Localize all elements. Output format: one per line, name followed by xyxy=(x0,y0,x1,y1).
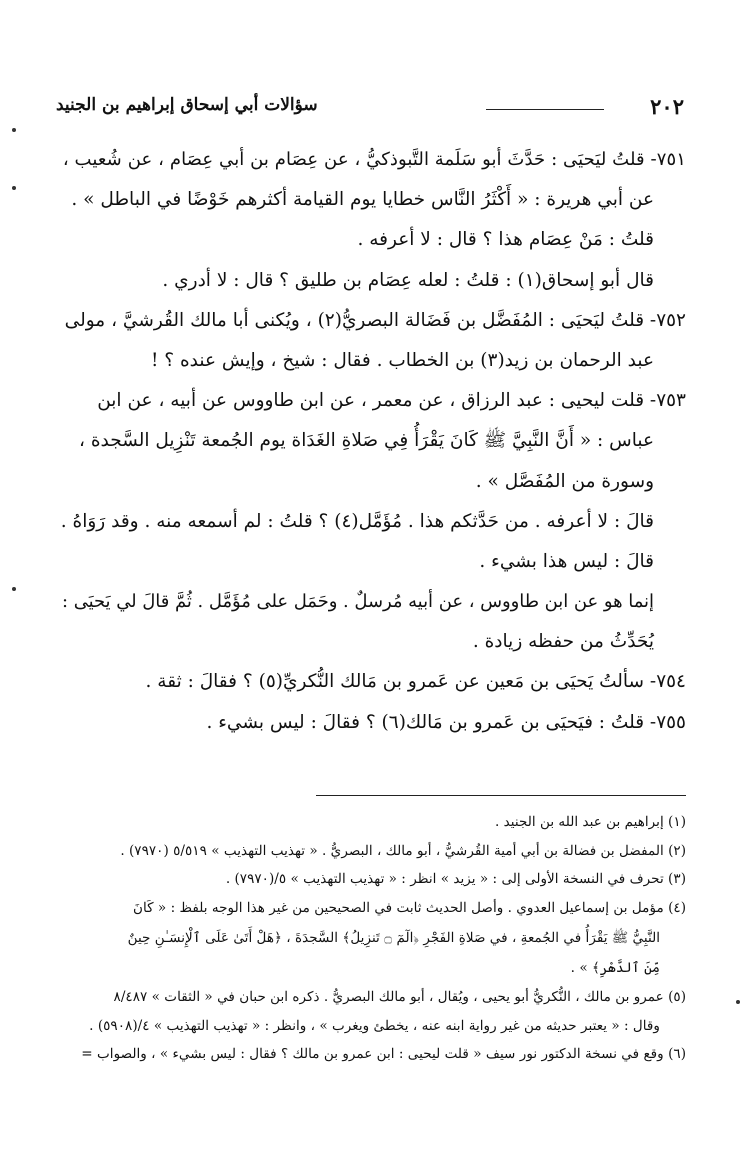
scan-mark xyxy=(12,186,16,190)
scan-mark xyxy=(12,128,16,132)
page-number: ٢٠٢ xyxy=(650,94,684,119)
footnotes xyxy=(52,808,686,1069)
text-line: قالَ : لا أعرفه . من حَدَّثكم هذا . مُؤَمَّل(٤) ؟ قلتُ : لم أسمعه منه . وقد رَوَاهُ . xyxy=(60,510,654,532)
main-text xyxy=(60,140,686,743)
text-line: عبد الرحمان بن زيد(٣) بن الخطاب . فقال : شيخ ، وإيش عنده ؟ ! xyxy=(150,349,654,371)
text-line: قالَ : ليس هذا بشيء . xyxy=(479,550,654,572)
text-line: يُحَدِّثُ من حفظه زيادة . xyxy=(472,631,654,653)
scan-mark xyxy=(12,587,16,591)
footnote-line: (٥) عمرو بن مالك ، النُّكريُّ أبو يحيى ، ويُقال ، أبو مالك البصريُّ . ذكره ابن حبان في « الثقات » ٨/٤٨٧ xyxy=(113,988,686,1005)
text-line: ٧٥٤- سألتُ يَحيَى بن مَعين عن عَمرو بن مَالك النُّكريِّ(٥) ؟ فقالَ : ثقة . xyxy=(145,671,686,693)
running-title: سؤالات أبي إسحاق إبراهيم بن الجنيد xyxy=(56,95,318,115)
scan-mark xyxy=(736,1000,740,1004)
text-line: ٧٥٣- قلت ليحيى : عبد الرزاق ، عن معمر ، عن ابن طاووس عن أبيه ، عن ابن xyxy=(97,390,686,412)
footnote-line: (٤) مؤمل بن إسماعيل العدوي . وأصل الحديث ثابت في الصحيحين من غير هذا الوجه بلفظ : « كَانَ xyxy=(133,899,686,916)
footnote-line: (١) إبراهيم بن عبد الله بن الجنيد . xyxy=(494,814,686,830)
text-line: قال أبو إسحاق(١) : قلتُ : لعله عِصَام بن طليق ؟ قال : لا أدري . xyxy=(162,269,654,291)
footnote-line: (٢) المفضل بن فضالة بن أبي أمية القُرشيُّ ، أبو مالك ، البصريُّ . « تهذيب التهذيب » ٥/٥١٩ (٧٩٧٠) . xyxy=(120,842,686,859)
page-header xyxy=(56,94,684,124)
footnote-line: النَّبِيُّ ﷺ يَقْرَأُ في الجُمعةِ ، في صَلاةِ الفَجْرِ ﴿الٓمٓ ۝ تَنزِيلُ﴾ السَّجدَةَ ، ﴿هَلْ أَتَىٰ عَلَى ٱلْإِنسَـٰنِ حِينٌ xyxy=(127,930,660,947)
footnote-rule xyxy=(316,795,686,796)
footnote-line: مِّنَ ٱلدَّهْرِ﴾ » . xyxy=(570,960,660,977)
text-line: قلتُ : مَنْ عِصَام هذا ؟ قال : لا أعرفه . xyxy=(357,229,654,251)
header-rule xyxy=(486,109,604,110)
text-line: ٧٥٢- قلتُ ليَحيَى : المُفَضَّل بن فَضَالة البصريُّ(٢) ، ويُكنى أبا مالك القُرشيَّ ، مولى xyxy=(64,309,686,331)
text-line: عن أبي هريرة : « أَكْثَرُ النَّاس خطايا يوم القيامة أكثرهم خَوْضًا في الباطل » . xyxy=(71,189,654,211)
text-line: وسورة من المُفَصَّل » . xyxy=(475,470,654,492)
text-line: عباس : « أَنَّ النَّبِيَّ ﷺ كَانَ يَقْرَأُ فِي صَلاةِ الغَدَاة يوم الجُمعة تَنْزِيل السَّجدة ، xyxy=(79,430,654,452)
footnote-line: (٣) تحرف في النسخة الأولى إلى : « يزيد » انظر : « تهذيب التهذيب » ٥/(٧٩٧٠) . xyxy=(225,871,686,888)
text-line: إنما هو عن ابن طاووس ، عن أبيه مُرسلٌ . وحَمَل على مُؤَمَّل . ثُمَّ قالَ لي يَحيَى : xyxy=(61,591,654,613)
footnote-line: (٦) وقع في نسخة الدكتور نور سيف « قلت ليحيى : ابن عمرو بن مالك ؟ فقال : ليس بشيء » ، والصواب = xyxy=(81,1046,686,1063)
text-line: ٧٥٥- قلتُ : فيَحيَى بن عَمرو بن مَالك(٦) ؟ فقالَ : ليس بشيء . xyxy=(206,711,686,733)
text-line: ٧٥١- قلتُ ليَحيَى : حَدَّثَ أبو سَلَمة التَّبوذكيُّ ، عن عِصَام بن أبي عِصَام ، عن شُعيب ، xyxy=(62,149,686,170)
footnote-line: وقال : « يعتبر حديثه من غير رواية ابنه عنه ، يخطئ ويغرب » ، وانظر : « تهذيب التهذيب » ٤/(٥٩٠٨) . xyxy=(89,1017,660,1034)
